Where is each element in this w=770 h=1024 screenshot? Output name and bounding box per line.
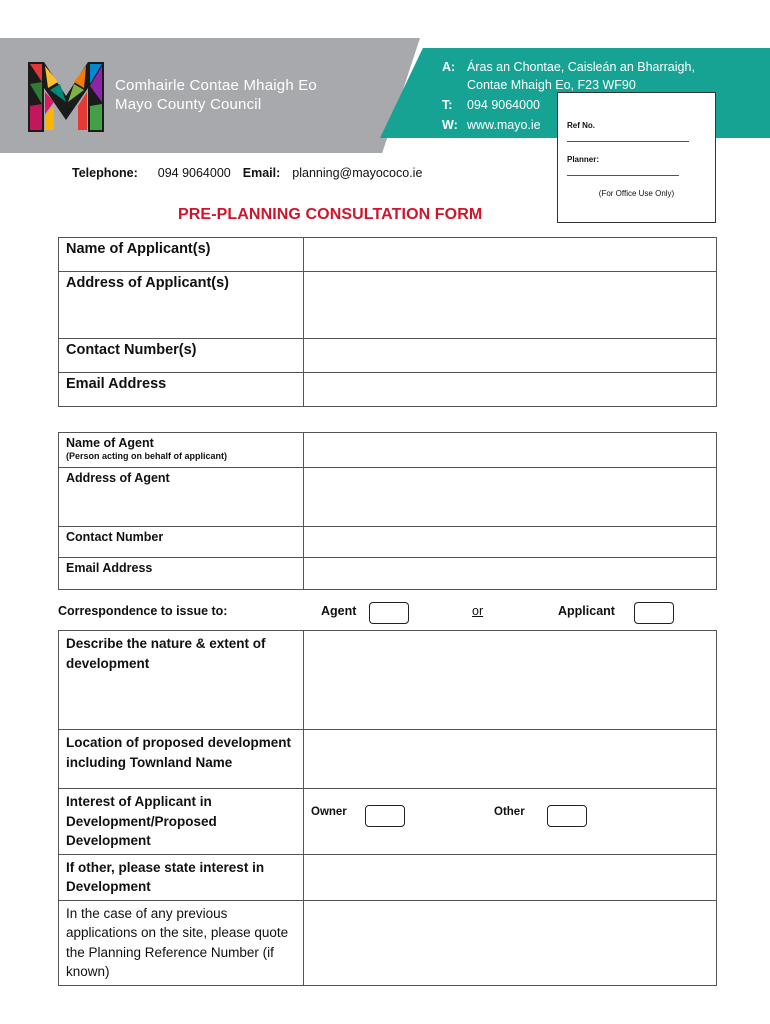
agent-email-field[interactable] [304, 558, 717, 590]
other-checkbox[interactable] [547, 805, 587, 827]
council-name [115, 76, 317, 114]
telephone-label: Telephone: [72, 166, 138, 180]
agent-table [58, 432, 717, 590]
development-table [58, 630, 717, 986]
agent-email-label: Email Address [59, 558, 304, 590]
owner-checkbox[interactable] [365, 805, 405, 827]
location-field[interactable] [304, 730, 717, 789]
agent-name-label: Name of Agent [66, 436, 154, 450]
other-option-label: Other [494, 806, 525, 818]
form-title: PRE-PLANNING CONSULTATION FORM [178, 206, 483, 223]
contact-line [72, 166, 422, 180]
phone-key: T: [442, 98, 453, 112]
applicant-address-label: Address of Applicant(s) [59, 272, 304, 339]
nature-label: Describe the nature & extent of development [59, 631, 304, 730]
mayo-logo-icon [28, 62, 104, 132]
agent-name-cell [59, 433, 304, 468]
address-key: A: [442, 60, 456, 74]
web-link[interactable]: www.mayo.ie [467, 118, 541, 132]
other-interest-label: If other, please state interest in Development [59, 854, 304, 900]
office-use-box [557, 92, 716, 223]
address-line1: Áras an Chontae, Caisleán an Bharraigh, [467, 60, 695, 74]
applicant-checkbox[interactable] [634, 602, 674, 624]
owner-option-label: Owner [311, 806, 347, 818]
applicant-name-label: Name of Applicant(s) [59, 238, 304, 272]
previous-applications-field[interactable] [304, 900, 717, 985]
agent-address-label: Address of Agent [59, 468, 304, 527]
applicant-contact-field[interactable] [304, 339, 717, 373]
telephone-value: 094 9064000 [157, 166, 231, 180]
applicant-table [58, 237, 717, 407]
web-key: W: [442, 118, 458, 132]
applicant-email-field[interactable] [304, 373, 717, 407]
other-interest-field[interactable] [304, 854, 717, 900]
correspondence-row [58, 602, 718, 624]
previous-applications-label: In the case of any previous applications on the site, please quote the Planning Reference Number (if known) [59, 900, 304, 985]
agent-address-field[interactable] [304, 468, 717, 527]
interest-label: Interest of Applicant in Development/Proposed Development [59, 789, 304, 855]
agent-contact-label: Contact Number [59, 527, 304, 558]
email-value: planning@mayococo.ie [292, 166, 423, 180]
council-name-irish: Comhairle Contae Mhaigh Eo [115, 77, 317, 94]
planner-label: Planner: [567, 155, 600, 164]
council-name-english: Mayo County Council [115, 96, 262, 113]
applicant-email-label: Email Address [59, 373, 304, 407]
applicant-name-field[interactable] [304, 238, 717, 272]
interest-options-cell [304, 789, 717, 855]
agent-contact-field[interactable] [304, 527, 717, 558]
or-label: or [472, 604, 484, 618]
correspondence-label: Correspondence to issue to: [58, 604, 228, 618]
address-line2: Contae Mhaigh Eo, F23 WF90 [467, 78, 636, 92]
applicant-address-field[interactable] [304, 272, 717, 339]
ref-no-label: Ref No. [567, 121, 595, 130]
email-label: Email: [242, 166, 281, 180]
agent-name-field[interactable] [304, 433, 717, 468]
nature-field[interactable] [304, 631, 717, 730]
planner-line[interactable] [567, 175, 679, 176]
location-label: Location of proposed development including Townland Name [59, 730, 304, 789]
applicant-option-label: Applicant [558, 604, 615, 618]
agent-checkbox[interactable] [369, 602, 409, 624]
agent-option-label: Agent [321, 604, 357, 618]
applicant-contact-label: Contact Number(s) [59, 339, 304, 373]
agent-name-sublabel: (Person acting on behalf of applicant) [66, 451, 228, 461]
ref-no-line[interactable] [567, 141, 689, 142]
phone-value: 094 9064000 [467, 98, 540, 112]
office-use-note: (For Office Use Only) [598, 189, 675, 198]
address-row [442, 58, 695, 76]
